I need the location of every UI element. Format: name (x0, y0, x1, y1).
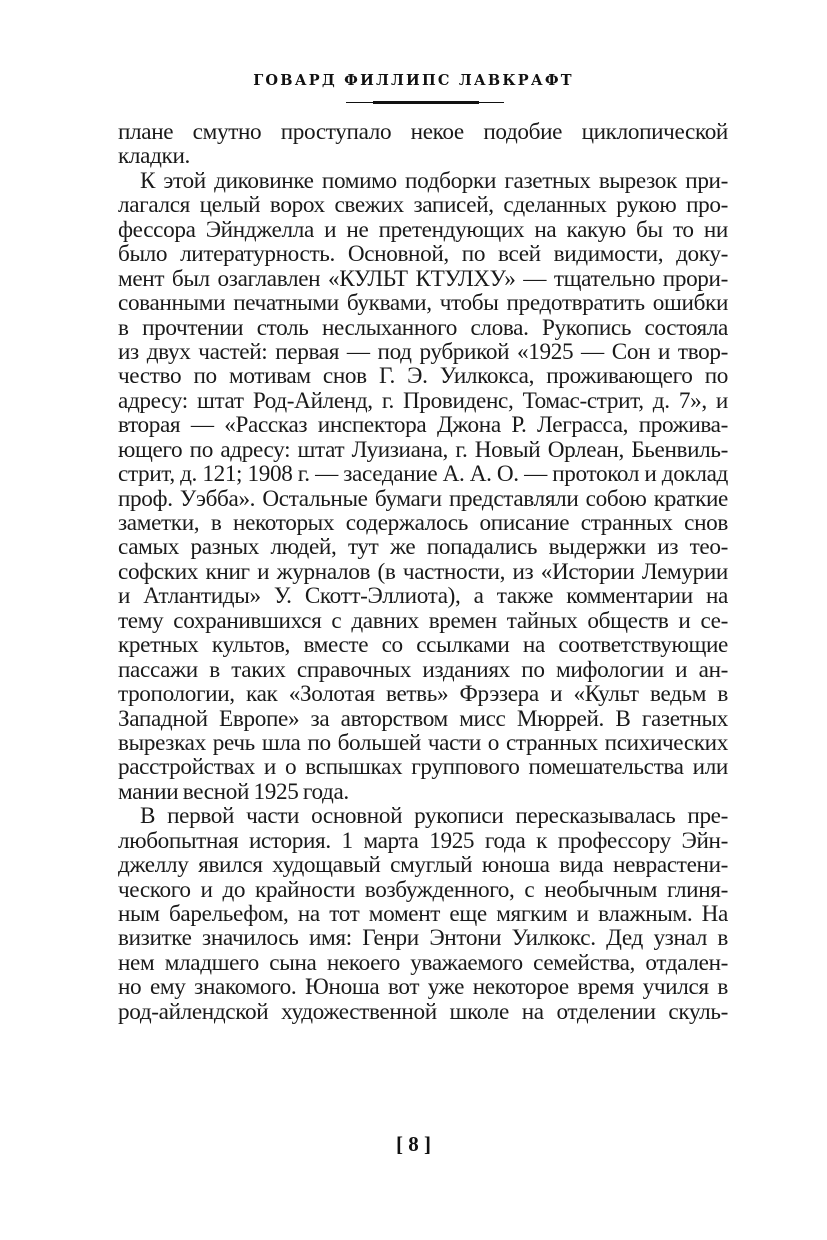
text-line: вырезках речь шла по большей части о странных психических (118, 729, 728, 756)
text-line: лагался целый ворох свежих записей, сделанных рукою про- (118, 192, 728, 219)
text-line: сованными печатными буквами, чтобы предотвратить ошибки (118, 290, 728, 317)
text-line: проф. Уэбба». Остальные бумаги представляли собою краткие (118, 485, 728, 512)
text-line: расстройствах и о вспышках группового помешательства или (118, 754, 728, 781)
text-line: чество по мотивам снов Г. Э. Уилкокса, проживающего по (118, 363, 728, 390)
text-line: тему сохранившихся с давних времен тайных обществ и се- (118, 607, 728, 634)
text-line: нем младшего сына некоего уважаемого семейства, отдален- (118, 949, 728, 976)
text-line: Западной Европе» за авторством мисс Мюррей. В газетных (118, 705, 728, 732)
text-line: из двух частей: первая — под рубрикой «1925 — Сон и твор- (118, 338, 728, 365)
text-line: было литературность. Основной, по всей видимости, доку- (118, 241, 728, 268)
text-line: но ему знакомого. Юноша вот уже некоторое время учился в (118, 974, 728, 1001)
header-rule-thick (373, 101, 479, 104)
text-line: заметки, в некоторых содержалось описание странных снов (118, 510, 728, 536)
running-head: ГОВАРД ФИЛЛИПС ЛАВКРАФТ (253, 72, 574, 89)
text-line: адресу: штат Род-Айленд, г. Провиденс, Томас-стрит, д. 7», и (118, 387, 728, 414)
body-text (118, 120, 728, 1024)
text-line: в прочтении столь неслыханного слова. Рукопись состояла (118, 314, 728, 341)
text-line: плане смутно проступало некое подобие циклопической (118, 119, 728, 145)
page-number: [ 8 ] (396, 1132, 431, 1156)
text-line: мании весной 1925 года. (118, 778, 349, 805)
text-line: тропологии, как «Золотая ветвь» Фрэзера и «Культ ведьм в (118, 681, 728, 708)
text-line: кретных культов, вместе со ссылками на соответствующие (118, 632, 728, 659)
text-line: стрит, д. 121; 1908 г. — заседание А. А. О. — протокол и доклад (118, 461, 728, 488)
text-line: джеллу явился худощавый смуглый юноша вида неврастени- (118, 852, 728, 879)
text-line: ческого и до крайности возбужденного, с необычным глиня- (118, 876, 728, 903)
text-line: кладки. (118, 143, 190, 170)
text-line: мент был озаглавлен «КУЛЬТ КТУЛХУ» — тщательно прори- (118, 265, 728, 292)
text-line: ющего по адресу: штат Луизиана, г. Новый Орлеан, Бьенвиль- (118, 436, 728, 463)
text-line: пассажи в таких справочных изданиях по мифологии и ан- (118, 656, 728, 683)
text-line: фессора Эйнджелла и не претендующих на какую бы то ни (118, 216, 728, 243)
text-line: К этой диковинке помимо подборки газетных вырезок при- (140, 167, 728, 194)
text-line: и Атлантиды» У. Скотт-Эллиота), а также комментарии на (118, 583, 728, 610)
text-line: софских книг и журналов (в частности, из «Истории Лемурии (118, 558, 728, 585)
text-line: визитке значилось имя: Генри Энтони Уилкокс. Дед узнал в (118, 925, 728, 952)
text-line: В первой части основной рукописи пересказывалась пре- (140, 803, 728, 830)
text-line: самых разных людей, тут же попадались выдержки из тео- (118, 534, 728, 561)
text-line: вторая — «Рассказ инспектора Джона Р. Леграсса, прожива- (118, 412, 728, 439)
text-line: ным барельефом, на тот момент еще мягким и влажным. На (118, 901, 728, 927)
text-line: любопытная история. 1 марта 1925 года к профессору Эйн- (118, 827, 728, 854)
text-line: род-айлендской художественной школе на отделении скуль- (118, 998, 728, 1025)
